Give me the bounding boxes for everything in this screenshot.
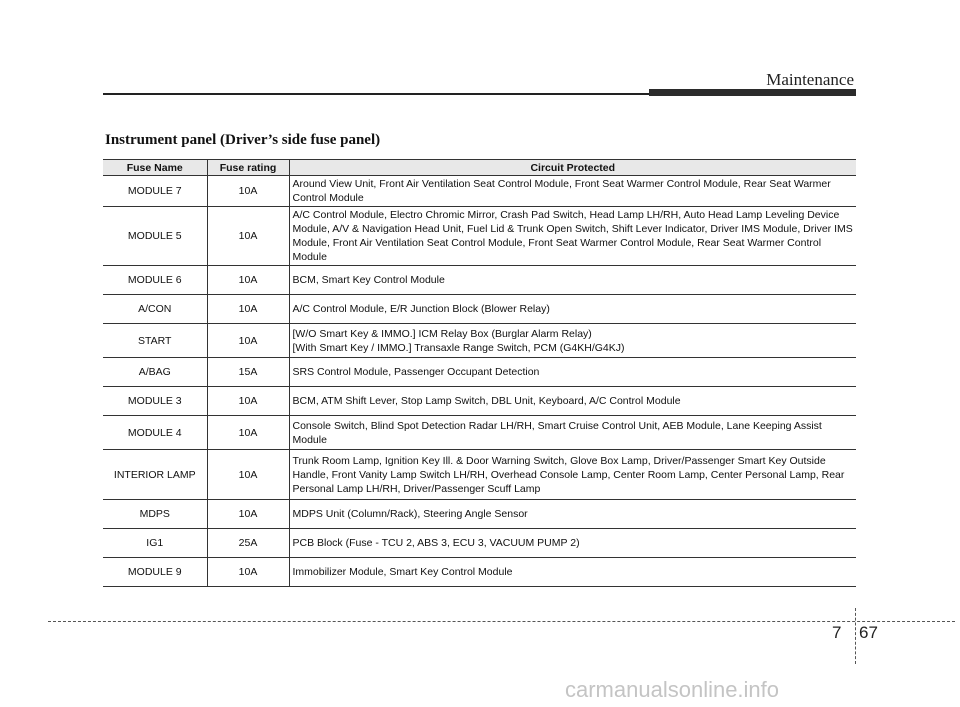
footer-rule bbox=[48, 621, 955, 622]
circuit-protected-cell: MDPS Unit (Column/Rack), Steering Angle Sensor bbox=[289, 500, 856, 529]
fuse-name-cell: MODULE 5 bbox=[103, 207, 207, 266]
table-row bbox=[103, 295, 856, 324]
column-header-fuse-name: Fuse Name bbox=[103, 160, 207, 176]
table-row bbox=[103, 176, 856, 207]
circuit-protected-cell: Immobilizer Module, Smart Key Control Module bbox=[289, 558, 856, 587]
fuse-rating-cell: 15A bbox=[207, 358, 289, 387]
column-header-fuse-rating: Fuse rating bbox=[207, 160, 289, 176]
header-bar bbox=[649, 89, 856, 96]
circuit-protected-cell: Trunk Room Lamp, Ignition Key Ill. & Door Warning Switch, Glove Box Lamp, Driver/Passenger Smart Key Outside Handle, Front Vanity Lamp Switch LH/RH, Overhead Console Lamp, Center Room Lamp, Center Personal Lamp, Rear Personal Lamp LH/RH, Driver/Passenger Scuff Lamp bbox=[289, 450, 856, 500]
table-row bbox=[103, 387, 856, 416]
table-row bbox=[103, 450, 856, 500]
fuse-name-cell: A/CON bbox=[103, 295, 207, 324]
table-row bbox=[103, 558, 856, 587]
fuse-name-cell: MDPS bbox=[103, 500, 207, 529]
fuse-rating-cell: 10A bbox=[207, 558, 289, 587]
fuse-rating-cell: 10A bbox=[207, 324, 289, 358]
fuse-name-cell: IG1 bbox=[103, 529, 207, 558]
table-row bbox=[103, 500, 856, 529]
table-row bbox=[103, 358, 856, 387]
table-header-row bbox=[103, 160, 856, 176]
header-title: Maintenance bbox=[766, 70, 854, 89]
table-row bbox=[103, 324, 856, 358]
section-title: Instrument panel (Driver’s side fuse panel) bbox=[105, 132, 381, 148]
fuse-rating-cell: 10A bbox=[207, 207, 289, 266]
table-row bbox=[103, 416, 856, 450]
table-row bbox=[103, 529, 856, 558]
circuit-protected-cell: A/C Control Module, E/R Junction Block (Blower Relay) bbox=[289, 295, 856, 324]
table-row bbox=[103, 207, 856, 266]
column-header-circuit-protected: Circuit Protected bbox=[289, 160, 856, 176]
fuse-name-cell: MODULE 6 bbox=[103, 266, 207, 295]
fuse-rating-cell: 10A bbox=[207, 295, 289, 324]
fuse-name-cell: INTERIOR LAMP bbox=[103, 450, 207, 500]
fuse-name-cell: MODULE 9 bbox=[103, 558, 207, 587]
circuit-protected-cell: SRS Control Module, Passenger Occupant Detection bbox=[289, 358, 856, 387]
fuse-rating-cell: 10A bbox=[207, 500, 289, 529]
circuit-protected-cell: BCM, Smart Key Control Module bbox=[289, 266, 856, 295]
fuse-rating-cell: 25A bbox=[207, 529, 289, 558]
circuit-protected-cell: Console Switch, Blind Spot Detection Radar LH/RH, Smart Cruise Control Unit, AEB Module, Lane Keeping Assist Module bbox=[289, 416, 856, 450]
circuit-protected-cell: PCB Block (Fuse - TCU 2, ABS 3, ECU 3, VACUUM PUMP 2) bbox=[289, 529, 856, 558]
circuit-protected-cell: Around View Unit, Front Air Ventilation Seat Control Module, Front Seat Warmer Control Module, Rear Seat Warmer Control Module bbox=[289, 176, 856, 207]
fuse-rating-cell: 10A bbox=[207, 416, 289, 450]
circuit-protected-cell: A/C Control Module, Electro Chromic Mirror, Crash Pad Switch, Head Lamp LH/RH, Auto Head Lamp Leveling Device Module, A/V & Navigation Head Unit, Fuel Lid & Trunk Open Switch, Shift Lever Indicator, Driver IMS Module, Driver IMS Module, Front Air Ventilation Seat Control Module, Front Seat Warmer Control Module, Rear Seat Warmer Control Module bbox=[289, 207, 856, 266]
fuse-rating-cell: 10A bbox=[207, 266, 289, 295]
table-row bbox=[103, 266, 856, 295]
circuit-protected-cell: [W/O Smart Key & IMMO.] ICM Relay Box (Burglar Alarm Relay) [With Smart Key / IMMO.] Transaxle Range Switch, PCM (G4KH/G4KJ) bbox=[289, 324, 856, 358]
circuit-protected-cell: BCM, ATM Shift Lever, Stop Lamp Switch, DBL Unit, Keyboard, A/C Control Module bbox=[289, 387, 856, 416]
fuse-name-cell: A/BAG bbox=[103, 358, 207, 387]
footer-vertical-rule bbox=[855, 608, 856, 664]
fuse-name-cell: MODULE 7 bbox=[103, 176, 207, 207]
chapter-number: 7 bbox=[832, 623, 842, 642]
fuse-rating-cell: 10A bbox=[207, 387, 289, 416]
fuse-name-cell: MODULE 3 bbox=[103, 387, 207, 416]
watermark: carmanualsonline.info bbox=[565, 677, 780, 702]
header-rule bbox=[103, 93, 649, 95]
fuse-rating-cell: 10A bbox=[207, 176, 289, 207]
fuse-name-cell: MODULE 4 bbox=[103, 416, 207, 450]
fuse-table bbox=[103, 159, 856, 587]
page-number: 67 bbox=[859, 623, 878, 642]
fuse-name-cell: START bbox=[103, 324, 207, 358]
fuse-rating-cell: 10A bbox=[207, 450, 289, 500]
